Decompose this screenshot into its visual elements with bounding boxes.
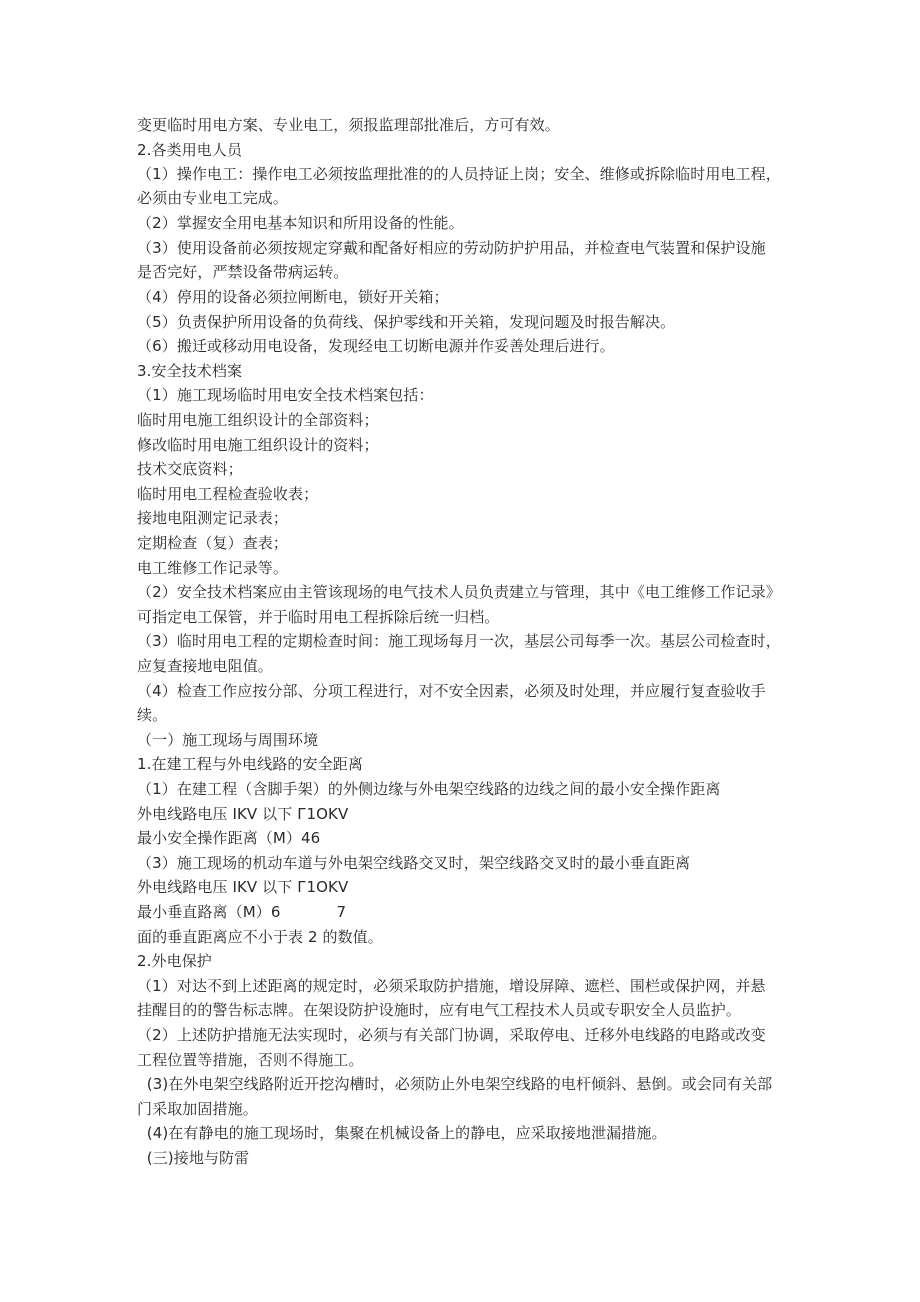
text-line: （4）停用的设备必须拉闸断电，锁好开关箱；: [137, 288, 449, 306]
text-line: 修改临时用电施工组织设计的资料；: [137, 436, 379, 454]
text-line: （6）搬迁或移动用电设备，发现经电工切断电源并作妥善处理后进行。: [137, 337, 615, 355]
text-line: 临时用电施工组织设计的全部资料；: [137, 411, 379, 429]
text-line: （2）安全技术档案应由主管该现场的电气技术人员负责建立与管理，其中《电工维修工作记录》: [137, 583, 781, 601]
text-line: 应复查接地电阻值。: [137, 657, 273, 675]
text-line: （3）施工现场的机动车道与外电架空线路交叉时，架空线路交叉时的最小垂直距离: [137, 854, 691, 872]
text-line: [137, 902, 346, 922]
text-line: （1）操作电工：操作电工必须按监理批准的的人员持证上岗；安全、维修或拆除临时用电工程，: [137, 165, 781, 183]
section-heading: (三)接地与防雷: [137, 1149, 250, 1167]
text-line: 可指定电工保管，并于临时用电工程拆除后统一归档。: [137, 608, 500, 626]
text-line: （4）检查工作应按分部、分项工程进行，对不安全因素，必须及时处理，并应履行复查验收手: [137, 682, 766, 700]
table-value: 7: [336, 903, 347, 921]
text-line: 续。: [137, 706, 168, 724]
text-line: 工程位置等措施，否则不得施工。: [137, 1051, 364, 1069]
text-line: 外电线路电压 IKV 以下 Г1OKV: [137, 878, 349, 896]
section-heading: 1.在建工程与外电线路的安全距离: [137, 755, 363, 773]
text-line: 变更临时用电方案、专业电工，须报监理部批准后，方可有效。: [137, 116, 560, 134]
text-line: （1）在建工程（含脚手架）的外侧边缘与外电架空线路的边线之间的最小安全操作距离: [137, 780, 721, 798]
text-line: 外电线路电压 IKV 以下 Г1OKV: [137, 805, 349, 823]
text-line: 挂醒目的的警告标志牌。在架设防护设施时，应有电气工程技术人员或专职安全人员监护。: [137, 1001, 742, 1019]
section-heading: 2.外电保护: [137, 952, 212, 970]
text-line: （1）对达不到上述距离的规定时，必须采取防护措施，增设屏障、遮栏、围栏或保护网，并悬: [137, 977, 766, 995]
text-line: （1）施工现场临时用电安全技术档案包括：: [137, 386, 434, 404]
section-heading: （一）施工现场与周围环境: [137, 731, 319, 749]
text-line: (3)在外电架空线路附近开挖沟槽时，必须防止外电架空线路的电杆倾斜、悬倒。或会同有关部: [137, 1075, 773, 1093]
text-line: 最小安全操作距离（M）46: [137, 829, 321, 847]
text-line: （2）掌握安全用电基本知识和所用设备的性能。: [137, 214, 464, 232]
section-heading: 3.安全技术档案: [137, 362, 243, 380]
text-line: （2）上述防护措施无法实现时，必须与有关部门协调，采取停电、迁移外电线路的电路或改变: [137, 1026, 766, 1044]
text-line: (4)在有静电的施工现场时，集聚在机械设备上的静电，应采取接地泄漏措施。: [137, 1124, 667, 1142]
text-line: 定期检查（复）查表；: [137, 534, 289, 552]
text-line: （5）负责保护所用设备的负荷线、保护零线和开关箱，发现问题及时报告解决。: [137, 313, 676, 331]
text-line: 面的垂直距离应不小于表 2 的数值。: [137, 928, 383, 946]
text-line: 门采取加固措施。: [137, 1100, 258, 1118]
text-fragment: 最小垂直路离（M）6: [137, 903, 281, 921]
text-line: （3）临时用电工程的定期检查时间：施工现场每月一次，基层公司每季一次。基层公司检查时，: [137, 632, 781, 650]
text-line: 是否完好，严禁设备带病运转。: [137, 263, 349, 281]
section-heading: 2.各类用电人员: [137, 141, 243, 159]
text-line: 电工维修工作记录等。: [137, 559, 289, 577]
text-line: 必须由专业电工完成。: [137, 189, 289, 207]
text-line: 临时用电工程检查验收表；: [137, 485, 319, 503]
text-line: 技术交底资料；: [137, 460, 243, 478]
text-line: 接地电阻测定记录表；: [137, 509, 289, 527]
text-line: （3）使用设备前必须按规定穿戴和配备好相应的劳动防护护用品，并检查电气装置和保护设施: [137, 239, 766, 257]
